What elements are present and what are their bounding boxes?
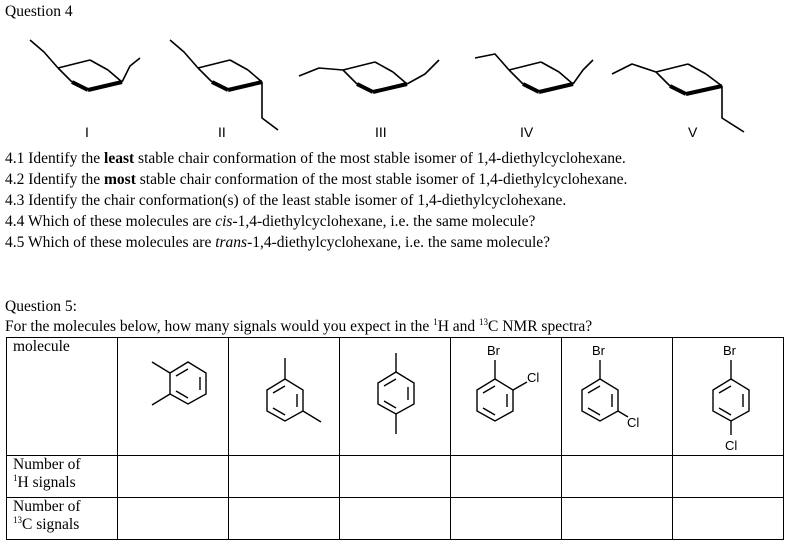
c-signals-label: Number of $^{13}$C signals (7, 498, 118, 540)
question-4-3: 4.3 Identify the chair conformation(s) of the least stable isomer of 1,4-diethylcyclohexane. (5, 192, 567, 209)
chair-structure-II (160, 30, 300, 140)
h-signals-row (7, 456, 784, 498)
chlorine-label: Cl (725, 438, 738, 453)
c-signals-answer-o-bromochlorobenzene[interactable] (451, 498, 562, 540)
h-signals-label: Number of $^1$H signals (7, 456, 118, 498)
header-molecule-cell: molecule (7, 338, 118, 456)
c-signals-row (7, 498, 784, 540)
bromine-label: Br (487, 343, 500, 358)
chair-structure-V (610, 30, 760, 140)
question-4-2: 4.2 Identify the most stable chair conformation of the most stable isomer of 1,4-diethylcyclohexane. (5, 171, 628, 188)
h-signals-answer-m-xylene[interactable] (229, 456, 340, 498)
molecule-m-xylene-cell (229, 338, 340, 456)
h-signals-answer-m-bromochlorobenzene[interactable] (562, 456, 673, 498)
c-signals-answer-p-bromochlorobenzene[interactable] (673, 498, 784, 540)
question-4-5: 4.5 Which of these molecules are trans-1,4-diethylcyclohexane, i.e. the same molecule? (5, 234, 551, 251)
o-bromochlorobenzene-structure (451, 338, 561, 456)
bromine-label: Br (723, 343, 736, 358)
chlorine-label: Cl (527, 370, 540, 385)
question4-title: Question 4 (5, 3, 73, 20)
molecule-o-xylene-cell (118, 338, 229, 456)
o-xylene-structure (118, 338, 228, 456)
chlorine-label: Cl (627, 415, 640, 430)
molecule-p-xylene-cell (340, 338, 451, 456)
c-signals-answer-p-xylene[interactable] (340, 498, 451, 540)
m-xylene-structure (229, 338, 339, 456)
question5-prompt: For the molecules below, how many signals would you expect in the $^1$H and $^{13}$C NMR spectra? (5, 317, 593, 335)
label-IV: IV (520, 124, 534, 140)
label-V: V (688, 124, 698, 140)
c-signals-answer-o-xylene[interactable] (118, 498, 229, 540)
chair-structure-III (295, 30, 465, 100)
molecule-m-bromochlorobenzene-cell (562, 338, 673, 456)
question-4-4: 4.4 Which of these molecules are cis-1,4-diethylcyclohexane, i.e. the same molecule? (5, 213, 536, 230)
nmr-signal-table (6, 337, 784, 540)
molecule-o-bromochlorobenzene-cell (451, 338, 562, 456)
question-4-1: 4.1 Identify the least stable chair conformation of the most stable isomer of 1,4-diethylcyclohexane. (5, 150, 626, 167)
c-signals-answer-m-xylene[interactable] (229, 498, 340, 540)
molecule-p-bromochlorobenzene-cell (673, 338, 784, 456)
c-signals-answer-m-bromochlorobenzene[interactable] (562, 498, 673, 540)
h-signals-answer-o-xylene[interactable] (118, 456, 229, 498)
m-bromochlorobenzene-structure (562, 338, 672, 456)
h-signals-answer-p-xylene[interactable] (340, 456, 451, 498)
h-signals-answer-o-bromochlorobenzene[interactable] (451, 456, 562, 498)
label-III: III (375, 124, 387, 140)
label-I: I (85, 124, 89, 140)
bromine-label: Br (592, 343, 605, 358)
p-xylene-structure (340, 338, 450, 456)
chair-structure-IV (465, 30, 605, 100)
p-bromochlorobenzene-structure (673, 338, 783, 456)
question5-title: Question 5: (5, 298, 77, 315)
h-signals-answer-p-bromochlorobenzene[interactable] (673, 456, 784, 498)
label-II: II (218, 124, 226, 140)
chair-structure-I (20, 30, 150, 100)
